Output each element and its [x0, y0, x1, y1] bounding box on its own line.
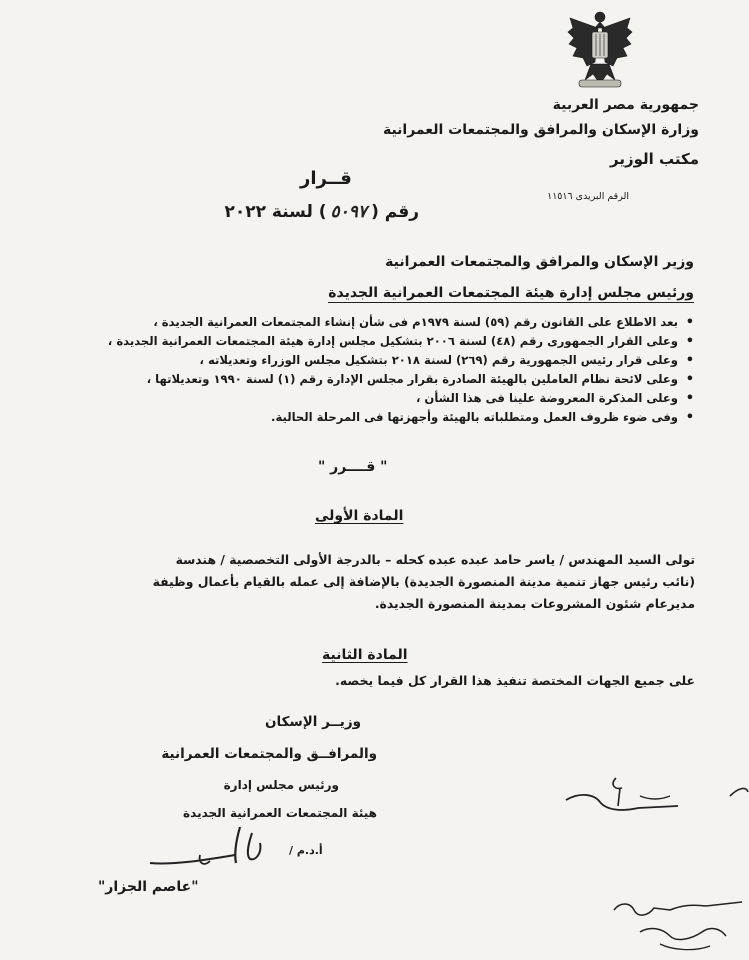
- signature-title-line-3: ورئيس مجلس إدارة: [223, 778, 339, 792]
- preamble-item: • وعلى قرار رئيس الجمهورية رقم (٢٦٩) لسنة ٢٠١٨ بتشكيل مجلس الوزراء وتعديلاته ،: [224, 351, 694, 370]
- header-ministry: وزارة الإسكان والمرافق والمجتمعات العمرانية: [382, 122, 699, 138]
- preamble-item: • وعلى لائحة نظام العاملين بالهيئة الصادرة بقرار مجلس الإدارة رقم (١) لسنة ١٩٩٠ وتعديلاتها ،: [224, 370, 694, 389]
- handwritten-initials-icon: [560, 770, 749, 830]
- signature-ref: أ.د.م /: [289, 844, 323, 857]
- signature-title-line-1: وزيــر الإسكان: [265, 714, 361, 730]
- article-1-line: مديرعام شئون المشروعات بمدينة المنصورة الجديدة.: [374, 596, 695, 611]
- issuer-subtitle: ورئيس مجلس إدارة هيئة المجتمعات العمرانية الجديدة: [328, 285, 694, 301]
- header-postal-code: الرقم البريدى ١١٥١٦: [547, 191, 629, 202]
- article-1-title: المادة الأولى: [315, 508, 404, 524]
- decides-heading: " قــــرر ": [318, 459, 388, 475]
- article-1-line: (نائب رئيس جهاز تنمية مدينة المنصورة الجديدة) بالإضافة إلى عمله بالقيام بأعمال وظيفة: [152, 574, 695, 589]
- article-2-title: المادة الثانية: [322, 647, 408, 663]
- signature-title-line-2: والمرافــق والمجتمعات العمرانية: [161, 746, 377, 762]
- preamble-item: • وعلى القرار الجمهورى رقم (٤٨) لسنة ٢٠٠٦ بتشكيل مجلس إدارة هيئة المجتمعات العمرانية الجديدة ،: [224, 332, 694, 351]
- handwritten-note-icon: [610, 880, 749, 960]
- signatory-name: "عاصم الجزار": [98, 879, 199, 895]
- decree-number-value: ٥٠٩٧: [330, 202, 368, 222]
- article-2-body: على جميع الجهات المختصة تنفيذ هذا القرار كل فيما يخصه.: [335, 673, 695, 688]
- preamble-item: • بعد الاطلاع على القانون رقم (٥٩) لسنة ١٩٧٩م فى شأن إنشاء المجتمعات العمرانية الجديدة ،: [224, 313, 694, 332]
- preamble-list: [107, 313, 694, 427]
- minister-signature-icon: [140, 815, 270, 875]
- header-country: جمهورية مصر العربية: [552, 97, 699, 113]
- decree-title: قــرار: [300, 168, 352, 189]
- eagle-emblem-icon: [565, 8, 635, 90]
- decree-number: [224, 202, 419, 222]
- issuer-title: وزير الإسكان والمرافق والمجتمعات العمرانية: [385, 254, 694, 270]
- header-office: مكتب الوزير: [609, 150, 699, 168]
- preamble-item: • وعلى المذكرة المعروضة علينا فى هذا الشأن ،: [224, 389, 694, 408]
- decree-number-prefix: رقم (: [371, 202, 419, 222]
- article-1-line: تولى السيد المهندس / ياسر حامد عبده عبده كحله – بالدرجة الأولى التخصصية / هندسة: [175, 552, 695, 567]
- decree-number-suffix: ) لسنة ٢٠٢٢: [224, 202, 327, 222]
- preamble-item: • وفى ضوء ظروف العمل ومتطلباته بالهيئة وأجهزتها فى المرحلة الحالية.: [224, 408, 694, 427]
- signature-title-line-4: هيئة المجتمعات العمرانية الجديدة: [183, 806, 377, 820]
- article-1-body: [95, 549, 695, 615]
